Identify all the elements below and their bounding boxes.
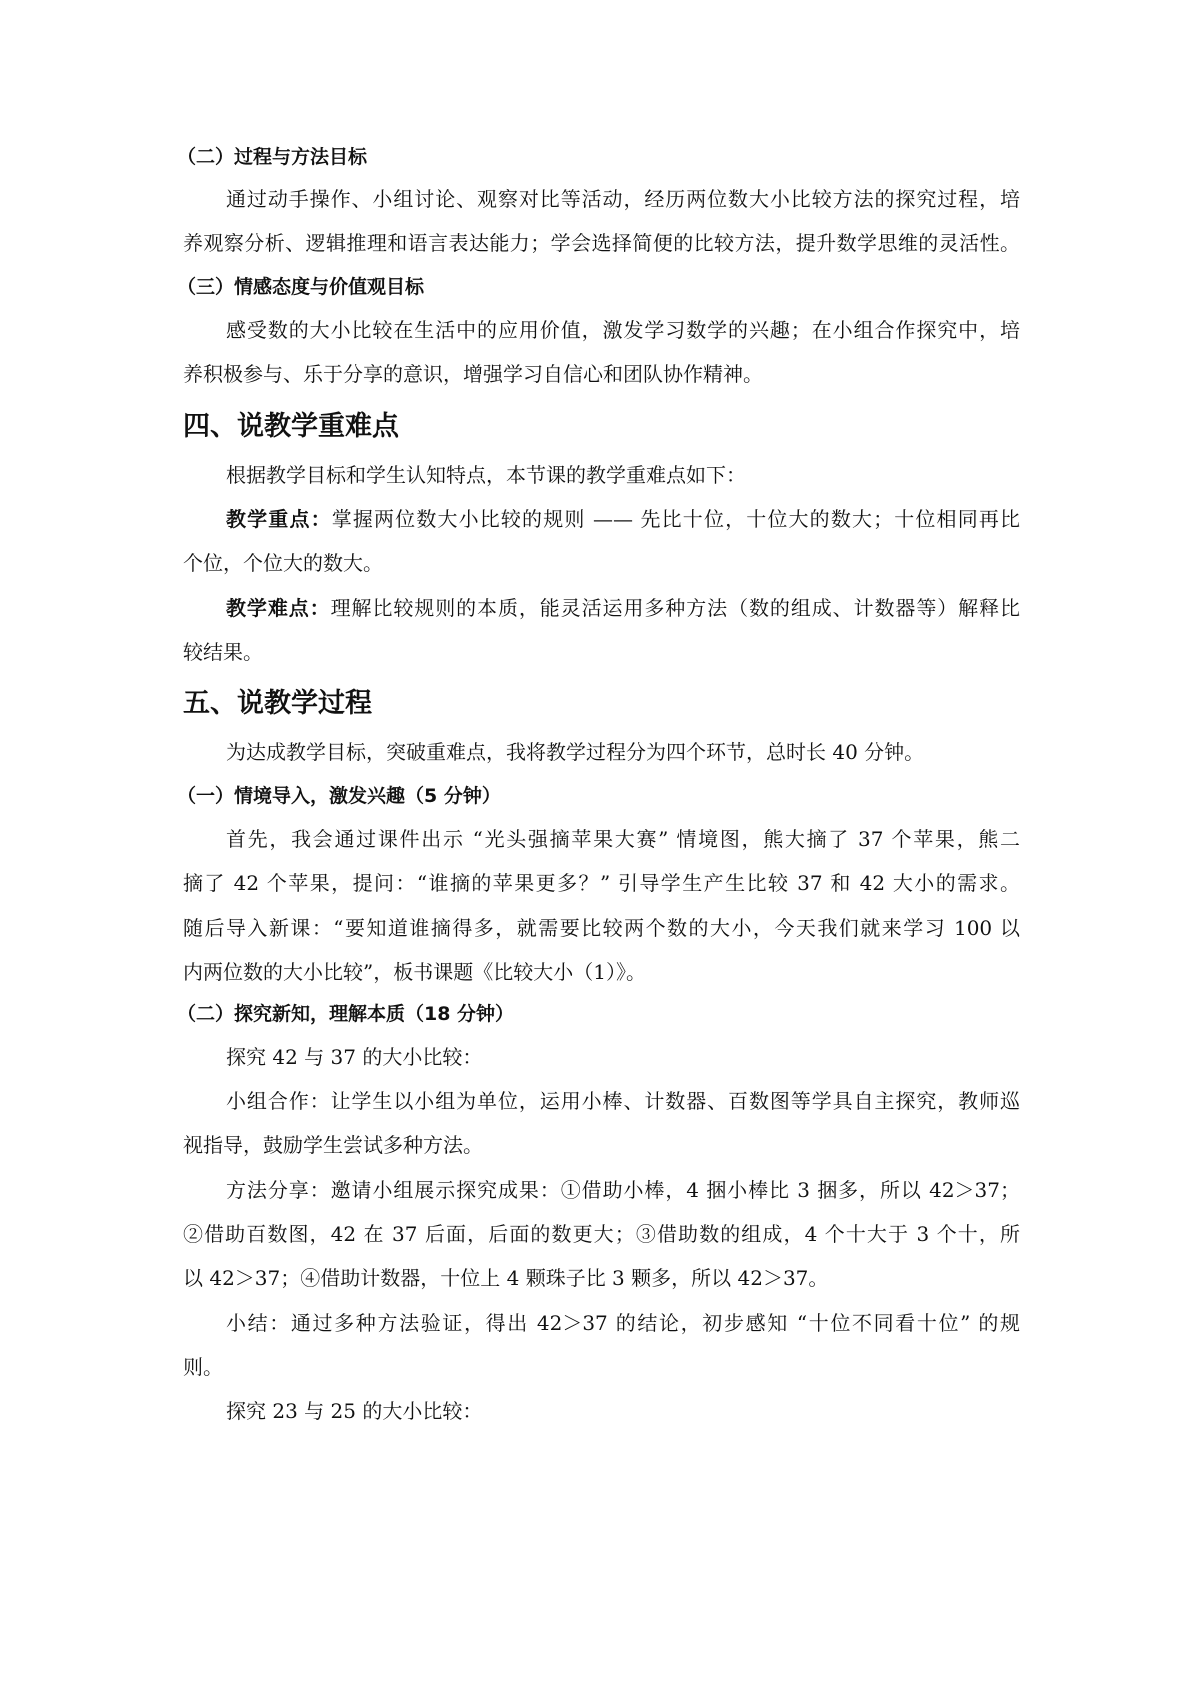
paragraph-line: 内两位数的大小比较”，板书课题《比较大小（1）》。	[183, 960, 646, 984]
paragraph-line: 探究 23 与 25 的大小比较：	[226, 1399, 483, 1423]
paragraph-line: 摘了 42 个苹果，提问：“谁摘的苹果更多？” 引导学生产生比较 37 和 42 大小的需求。	[183, 871, 1020, 895]
paragraph-line: 根据教学目标和学生认知特点，本节课的教学重难点如下：	[226, 463, 746, 487]
paragraph-line: 养观察分析、逻辑推理和语言表达能力；学会选择简便的比较方法，提升数学思维的灵活性。	[183, 231, 1020, 255]
paragraph-line: 感受数的大小比较在生活中的应用价值，激发学习数学的兴趣；在小组合作探究中，培	[226, 318, 1020, 342]
step-title-exploration: （二）探究新知，理解本质（18 分钟）	[177, 1003, 515, 1025]
paragraph-line: 个位，个位大的数大。	[183, 551, 383, 575]
paragraph-line: 较结果。	[183, 640, 263, 664]
key-point-label: 教学重点：	[226, 507, 332, 531]
paragraph-line: 则。	[183, 1355, 223, 1379]
paragraph-line: 首先，我会通过课件出示 “光头强摘苹果大赛” 情境图，熊大摘了 37 个苹果，熊二	[226, 827, 1020, 851]
heading-teaching-process: 五、说教学过程	[183, 688, 372, 719]
paragraph-line: 视指导，鼓励学生尝试多种方法。	[183, 1133, 483, 1157]
paragraph-line: 为达成教学目标，突破重难点，我将教学过程分为四个环节，总时长 40 分钟。	[226, 740, 925, 764]
paragraph-line: 以 42＞37；④借助计数器，十位上 4 颗珠子比 3 颗多，所以 42＞37。	[183, 1266, 829, 1290]
paragraph-line: 养积极参与、乐于分享的意识，增强学习自信心和团队协作精神。	[183, 362, 763, 386]
paragraph-line: 探究 42 与 37 的大小比较：	[226, 1045, 483, 1069]
heading-key-difficult-points: 四、说教学重难点	[183, 411, 399, 442]
section-title-process-goals: （二）过程与方法目标	[177, 146, 368, 168]
paragraph-line: ②借助百数图，42 在 37 后面，后面的数更大；③借助数的组成，4 个十大于 3 个十，所	[183, 1222, 1020, 1246]
paragraph-line: 随后导入新课：“要知道谁摘得多，就需要比较两个数的大小，今天我们就来学习 100 以	[183, 916, 1020, 940]
paragraph-line: 小结：通过多种方法验证，得出 42＞37 的结论，初步感知 “十位不同看十位” 的规	[226, 1311, 1020, 1335]
key-point-line	[226, 504, 1020, 534]
difficult-point-label: 教学难点：	[226, 596, 331, 620]
paragraph-line: 方法分享：邀请小组展示探究成果：①借助小棒，4 捆小棒比 3 捆多，所以 42＞37；	[226, 1178, 1020, 1202]
section-title-emotion-goals: （三）情感态度与价值观目标	[177, 276, 425, 298]
paragraph-line: 小组合作：让学生以小组为单位，运用小棒、计数器、百数图等学具自主探究，教师巡	[226, 1089, 1020, 1113]
difficult-point-line	[226, 593, 1020, 623]
step-title-introduction: （一）情境导入，激发兴趣（5 分钟）	[177, 785, 501, 807]
difficult-point-text: 理解比较规则的本质，能灵活运用多种方法（数的组成、计数器等）解释比	[330, 596, 1021, 620]
paragraph-line: 通过动手操作、小组讨论、观察对比等活动，经历两位数大小比较方法的探究过程，培	[226, 187, 1020, 211]
key-point-text: 掌握两位数大小比较的规则 —— 先比十位，十位大的数大；十位相同再比	[331, 507, 1020, 531]
